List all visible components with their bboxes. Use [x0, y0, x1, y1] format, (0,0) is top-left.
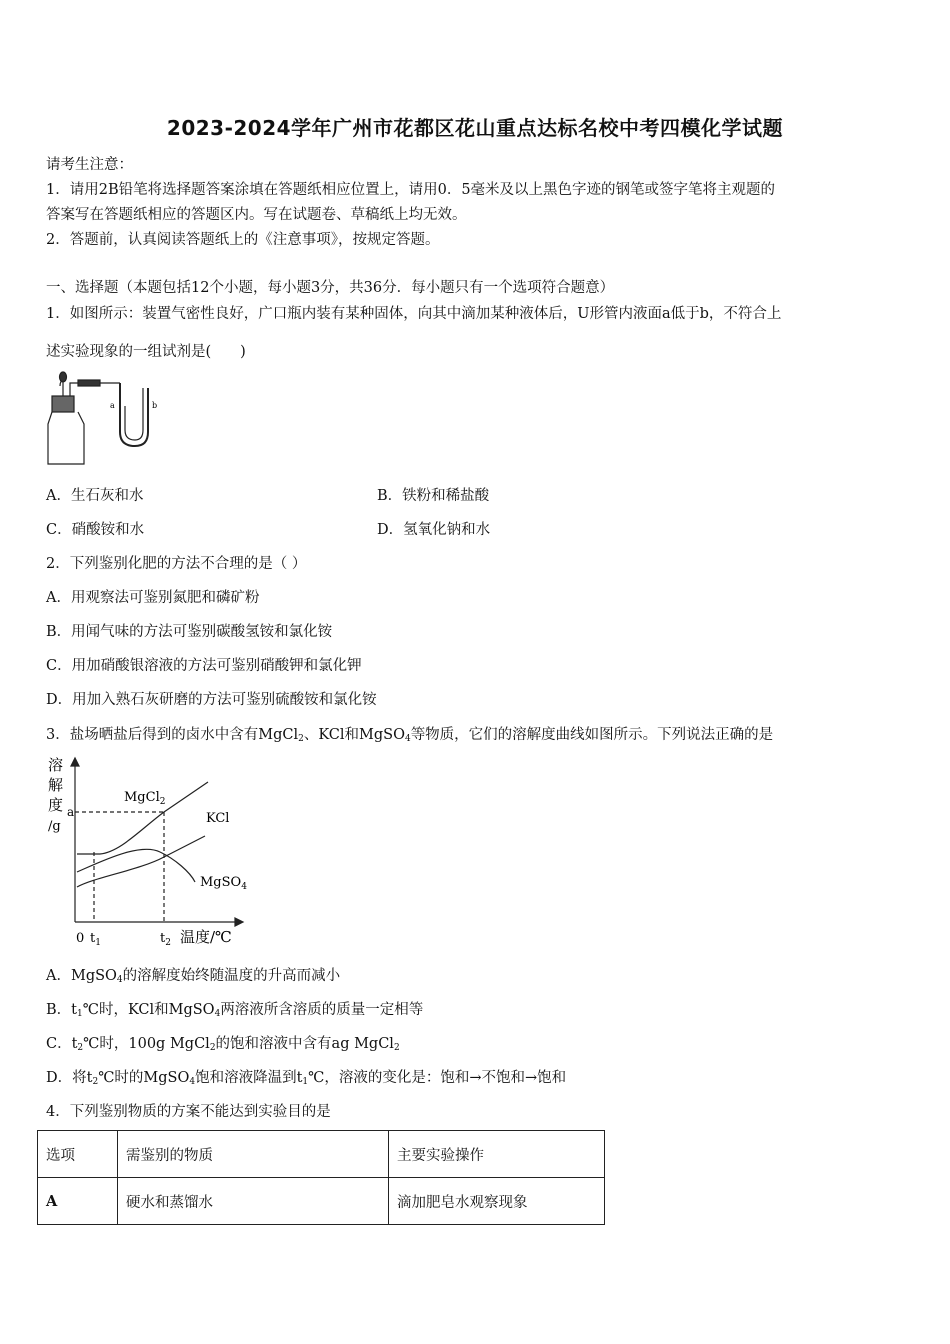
dropper-bulb — [60, 372, 67, 382]
q3-option-a: A．MgSO$_4$的溶解度始终随温度的升高而减小 — [46, 968, 341, 985]
q3-option-b: B．$t_1℃$时，KCl和MgSO$_4$两溶液所含溶质的质量一定相等 — [46, 1002, 424, 1019]
q2-option-d: D．用加入熟石灰研磨的方法可鉴别硫酸铵和氯化铵 — [46, 692, 377, 708]
kcl-label: KCl — [206, 811, 230, 826]
y-label-2: 解 — [48, 776, 64, 794]
q1-option-a: A．生石灰和水 — [46, 488, 144, 504]
notice-line-3: 2．答题前，认真阅读答题纸上的《注意事项》，按规定答题。 — [46, 232, 440, 248]
q2-option-c: C．用加硝酸银溶液的方法可鉴别硝酸钾和氯化钾 — [46, 658, 362, 674]
q3-option-d: D．将$t_2℃$时的MgSO$_4$饱和溶液降温到$t_1℃$，溶液的变化是：饱和→不饱和→饱和 — [46, 1070, 567, 1087]
y-label-1: 溶 — [48, 756, 64, 774]
a-value-label: a — [67, 805, 75, 819]
q1-apparatus-figure — [40, 368, 170, 468]
q3-option-c: C．$t_2℃$时，100g MgCl$_2$的饱和溶液中含有ag MgCl$_2$ — [46, 1036, 400, 1053]
q1-option-b: B．铁粉和稀盐酸 — [377, 488, 490, 504]
x-axis-arrow — [235, 918, 243, 926]
row-operation: 滴加肥皂水观察现象 — [389, 1178, 605, 1225]
solubility-chart — [40, 752, 250, 952]
kcl-curve — [77, 836, 205, 887]
t2-label: $t_2$ — [160, 931, 171, 948]
y-label-3: 度 — [48, 796, 64, 814]
t1-label: $t_1$ — [90, 931, 101, 948]
q3-stem: 3．盐场晒盐后得到的卤水中含有MgCl$_2$、KCl和MgSO$_4$等物质，它们的溶解度曲线如图所示。下列说法正确的是 — [46, 727, 774, 744]
q1-option-c: C．硝酸铵和水 — [46, 522, 145, 538]
q1-option-d: D．氢氧化钠和水 — [377, 522, 491, 538]
row-substances: 硬水和蒸馏水 — [118, 1178, 389, 1225]
table-header-row — [38, 1131, 605, 1178]
table-row — [38, 1178, 605, 1225]
wide-mouth-bottle — [48, 412, 84, 464]
q2-option-a: A．用观察法可鉴别氮肥和磷矿粉 — [46, 590, 260, 606]
q2-stem: 2．下列鉴别化肥的方法不合理的是（ ） — [46, 556, 307, 572]
stopper — [52, 396, 74, 412]
q4-table — [37, 1130, 605, 1225]
u-tube — [120, 383, 148, 446]
mgso4-label: MgSO$_4$ — [200, 875, 247, 892]
header-substances: 需鉴别的物质 — [118, 1131, 389, 1178]
notice-line-1: 1．请用2B铅笔将选择题答案涂填在答题纸相应位置上，请用0．5毫米及以上黑色字迹的钢笔或签字笔将主观题的 — [46, 182, 776, 198]
row-option: A — [38, 1178, 118, 1225]
mgcl2-label: MgCl$_2$ — [124, 790, 166, 807]
q1-stem-line1: 1．如图所示：装置气密性良好，广口瓶内装有某种固体，向其中滴加某种液体后，U形管内液面a低于b，不符合上 — [46, 306, 782, 322]
q1-stem-line2: 述实验现象的一组试剂是( ) — [46, 344, 246, 360]
notice-line-2: 答案写在答题纸相应的答题区内。写在试题卷、草稿纸上均无效。 — [46, 207, 467, 223]
q2-option-b: B．用闻气味的方法可鉴别碳酸氢铵和氯化铵 — [46, 624, 333, 640]
x-axis-label: 温度/℃ — [180, 928, 232, 946]
label-a: a — [110, 401, 115, 410]
notice-heading: 请考生注意： — [46, 157, 133, 173]
section-heading: 一、选择题（本题包括12个小题，每小题3分，共36分．每小题只有一个选项符合题意） — [46, 280, 615, 296]
page-title: 2023-2024学年广州市花都区花山重点达标名校中考四模化学试题 — [166, 116, 784, 140]
label-b: b — [152, 401, 158, 410]
y-axis-arrow — [71, 758, 79, 766]
header-operation: 主要实验操作 — [389, 1131, 605, 1178]
origin-label: 0 — [76, 931, 85, 946]
header-option: 选项 — [38, 1131, 118, 1178]
y-label-4: /g — [48, 819, 61, 834]
q4-stem: 4．下列鉴别物质的方案不能达到实验目的是 — [46, 1104, 331, 1120]
